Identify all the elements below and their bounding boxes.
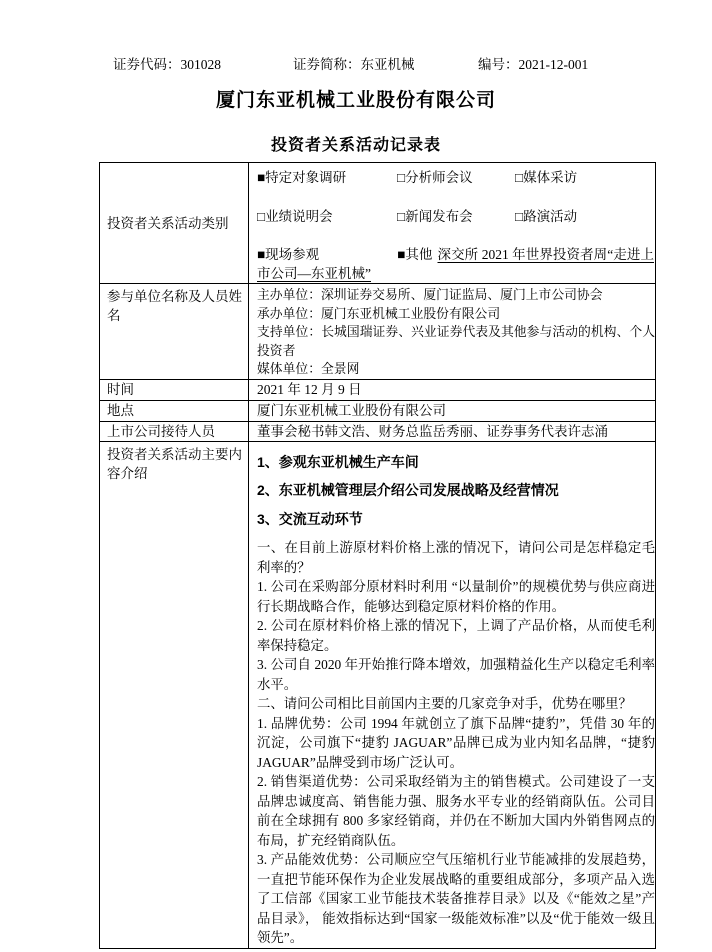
checkbox-checked-icon: ■ <box>257 247 266 262</box>
checkbox-unchecked-icon: □ <box>515 170 524 185</box>
checkbox-unchecked-icon: □ <box>397 170 406 185</box>
qa-answer-1-3: 3. 公司自 2020 年开始推行降本增效，加强精益化生产以稳定毛利率水平。 <box>257 657 655 692</box>
option-site-visit <box>257 246 397 265</box>
option-label: 其他 <box>405 247 433 262</box>
location-label: 地点 <box>100 400 249 421</box>
option-label: 现场参观 <box>265 247 320 262</box>
option-press-conference <box>397 207 515 226</box>
stock-code: 证券代码：301028 <box>113 57 221 72</box>
qa-answer-1-1: 1. 公司在采购部分原材料时利用 “以量制价”的规模优势与供应商进行长期战略合作，能够达到稳定原材料价格的作用。 <box>257 579 655 614</box>
participants-media: 媒体单位：全景网 <box>257 362 360 377</box>
company-title: 厦门东亚机械工业股份有限公司 <box>215 90 496 111</box>
location-value: 厦门东亚机械工业股份有限公司 <box>249 400 656 421</box>
option-label: 业绩说明会 <box>265 209 333 224</box>
agenda-item-3: 3、交流互动环节 <box>257 510 363 527</box>
participants-organizer: 主办单位：深圳证券交易所、厦门证监局、厦门上市公司协会 <box>257 288 603 302</box>
option-earnings-briefing <box>257 207 397 226</box>
participants-supporters: 支持单位：长城国瑞证券、兴业证券代表及其他参与活动的机构、个人投资者 <box>257 325 655 358</box>
option-analyst-meeting <box>397 168 515 187</box>
agenda-item-2: 2、东亚机械管理层介绍公司发展战略及经营情况 <box>257 482 559 499</box>
reception-label: 上市公司接待人员 <box>100 421 249 441</box>
option-special-survey <box>257 168 397 187</box>
stock-short-name: 证券简称：东亚机械 <box>293 57 415 72</box>
reception-value: 董事会秘书韩文浩、财务总监岳秀丽、证券事务代表许志涌 <box>249 421 656 441</box>
participants-undertaker: 承办单位：厦门东亚机械工业股份有限公司 <box>257 306 501 321</box>
qa-answer-2-3: 3. 产品能效优势：公司顺应空气压缩机行业节能减排的发展趋势，一直把节能环保作为企业发展战略的重要组成部分，多项产品入选了工信部《国家工业节能技术装备推荐目录》以及《“能效之星”产品目录》， 能效指标达到“国家一级能效标准”以及“优于能效一级且领先”。 <box>257 852 655 946</box>
option-label: 路演活动 <box>523 209 578 224</box>
main-content-label: 投资者关系活动主要内容介绍 <box>100 441 249 948</box>
checkbox-line-3 <box>257 246 655 283</box>
record-form-title: 投资者关系活动记录表 <box>270 137 441 154</box>
checkbox-unchecked-icon: □ <box>397 209 406 224</box>
option-label: 分析师会议 <box>405 170 473 185</box>
checkbox-line-2 <box>257 207 655 225</box>
document-meta <box>113 53 633 73</box>
qa-question-1: 一、在目前上游原材料价格上涨的情况下，请问公司是怎样稳定毛利率的？ <box>257 540 655 575</box>
other-activity-note: 深交所 2021 年世界投资者周“走进上市公司—东亚机械” <box>257 247 654 281</box>
row-time <box>100 379 656 400</box>
activity-type-options <box>249 163 656 284</box>
qa-answer-1-2: 2. 公司在原材料价格上涨的情况下，上调了产品价格，从而使毛利率保持稳定。 <box>257 618 655 653</box>
qa-answer-2-2: 2. 销售渠道优势：公司采取经销为主的销售模式。公司建设了一支品牌忠诚度高、销售能力强、服务水平专业的经销商队伍。公司目前在全球拥有 800 多家经销商，并仍在不断加大国内外销售网点的布局，扩充经销商队伍。 <box>257 774 655 848</box>
option-media-interview <box>515 170 577 185</box>
row-main-content <box>100 441 656 948</box>
option-label: 新闻发布会 <box>405 209 473 224</box>
qa-question-2: 二、请问公司相比目前国内主要的几家竞争对手，优势在哪里？ <box>257 696 632 712</box>
time-value: 2021 年 12 月 9 日 <box>249 379 656 400</box>
option-other <box>397 247 433 262</box>
row-participants <box>100 284 656 380</box>
checkbox-line-1 <box>257 168 655 186</box>
record-table <box>99 162 656 949</box>
checkbox-unchecked-icon: □ <box>257 209 266 224</box>
row-activity-type <box>100 163 656 284</box>
participants-value <box>249 284 656 380</box>
doc-number: 编号：2021-12-001 <box>478 57 589 72</box>
row-reception-staff <box>100 421 656 441</box>
main-content-body <box>249 441 656 948</box>
option-label: 媒体采访 <box>523 170 578 185</box>
time-label: 时间 <box>100 379 249 400</box>
qa-answer-2-1: 1. 品牌优势：公司 1994 年就创立了旗下品牌“捷豹”，凭借 30 年的沉淀，公司旗下“捷豹 JAGUAR”品牌已成为业内知名品牌，“捷豹 JAGUAR”品牌受到市场广泛认可。 <box>257 715 655 770</box>
agenda-item-1: 1、参观东亚机械生产车间 <box>257 453 419 470</box>
option-roadshow <box>515 209 577 224</box>
option-label: 特定对象调研 <box>265 170 347 185</box>
activity-type-label: 投资者关系活动类别 <box>100 163 249 284</box>
participants-label: 参与单位名称及人员姓名 <box>100 284 249 380</box>
checkbox-checked-icon: ■ <box>397 247 406 262</box>
checkbox-checked-icon: ■ <box>257 170 266 185</box>
checkbox-unchecked-icon: □ <box>515 209 524 224</box>
row-location <box>100 400 656 421</box>
